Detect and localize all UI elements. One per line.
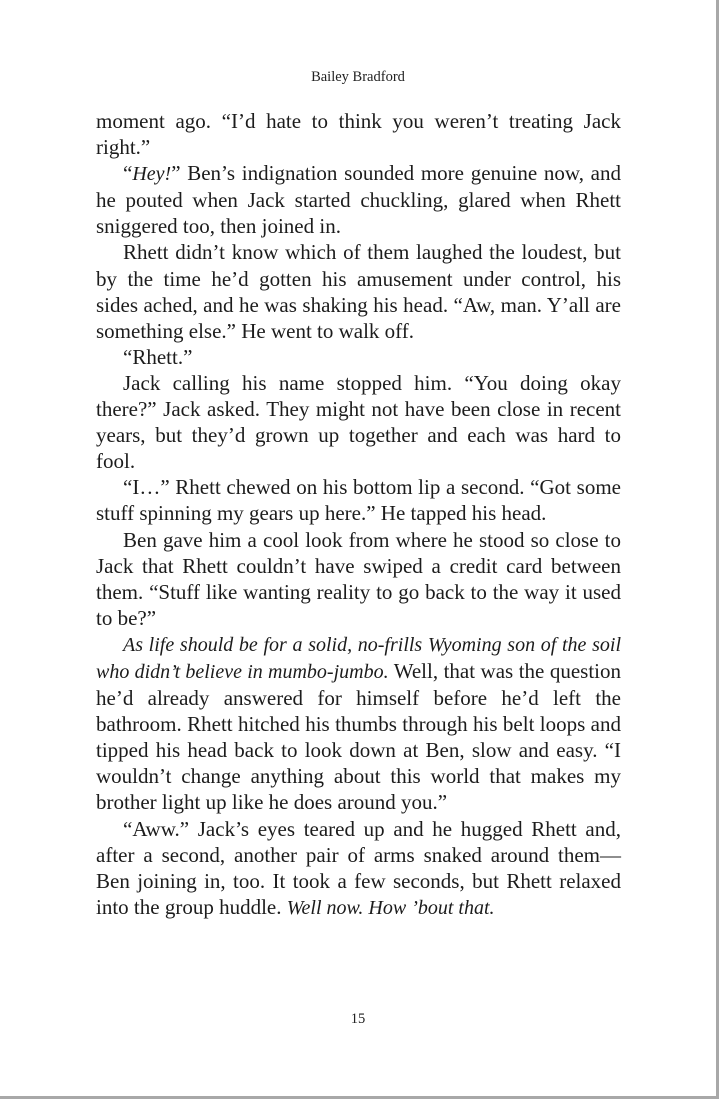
paragraph: [96, 370, 621, 474]
text-run: “Aww.” Jack’s eyes teared up and he hugged Rhett and, after a second, another pair of arms snaked around them—Ben joining in, too. It took a few seconds, but Rhett relaxed into the group huddle.: [96, 816, 621, 919]
paragraph: [96, 239, 621, 343]
paragraph: [96, 108, 621, 160]
italic-text: As life should be for a solid, no-frills Wyoming son of the soil who didn’t believe in mumbo-jumbo.: [96, 633, 621, 683]
text-run: “I…” Rhett chewed on his bottom lip a second. “Got some stuff spinning my gears up here.” He tapped his head.: [96, 475, 621, 526]
text-run: Well, that was the question he’d already answered for himself before he’d left the bathroom. Rhett hitched his thumbs through his belt loops and tipped his head back to look down at Ben, slow and easy. “I wouldn’t change anything about this world that makes my brother light up like he does around you.”: [96, 658, 622, 815]
text-run: Rhett didn’t know which of them laughed the loudest, but by the time he’d gotten his amusement under control, his sides ached, and he was shaking his head. “Aw, man. Y’all are something else.” He went to walk off.: [96, 240, 621, 343]
text-run: Jack calling his name stopped him. “You doing okay there?” Jack asked. They might not have been close in recent years, but they’d grown up together and each was hard to fool.: [96, 370, 621, 474]
paragraph: [96, 816, 621, 921]
text-run: “Rhett.”: [123, 344, 193, 369]
text-run: Ben gave him a cool look from where he stood so close to Jack that Rhett couldn’t have swiped a credit card between them. “Stuff like wanting reality to go back to the way it used to be?”: [96, 527, 621, 630]
text-run: moment ago. “I’d hate to think you weren’t treating Jack right.”: [96, 109, 621, 160]
body-text: [96, 108, 621, 921]
text-run: ” Ben’s indignation sounded more genuine now, and he pouted when Jack started chuckling, glared when Rhett sniggered too, then joined in.: [96, 161, 621, 239]
paragraph: [96, 527, 621, 631]
paragraph: [96, 160, 621, 239]
paragraph: [96, 344, 621, 370]
paragraph: [96, 474, 621, 526]
text-run: “: [123, 161, 133, 186]
paragraph: [96, 631, 621, 816]
page-number: 15: [350, 1011, 366, 1027]
running-header-author: Bailey Bradford: [311, 69, 405, 85]
italic-text: Hey!: [132, 163, 172, 186]
italic-text: Well now. How ’bout that.: [286, 896, 495, 919]
